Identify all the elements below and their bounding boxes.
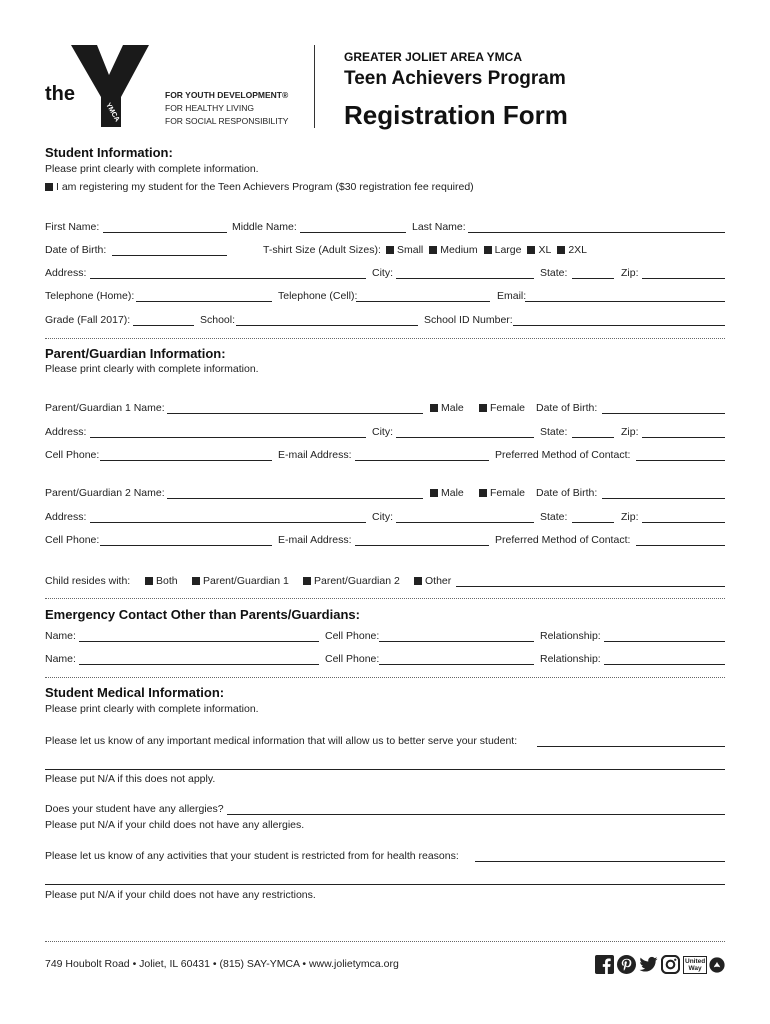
pg2-zip-label: Zip: (621, 511, 639, 523)
united-way-label: United Way (685, 957, 706, 972)
student-city-label: City: (372, 267, 393, 279)
social-icons (595, 955, 725, 974)
ec1-cell-field[interactable] (379, 631, 534, 642)
twitter-icon[interactable] (639, 955, 658, 974)
ec1-name-label: Name: (45, 630, 76, 642)
tel-cell-field[interactable] (356, 291, 490, 302)
ec2-name-label: Name: (45, 653, 76, 665)
pg1-email-label: E-mail Address: (278, 449, 352, 461)
size-label: Medium (440, 244, 478, 256)
united-way-icon[interactable] (683, 956, 725, 974)
grade-label: Grade (Fall 2017): (45, 314, 131, 326)
school-id-label: School ID Number: (424, 314, 513, 326)
section-divider (45, 338, 725, 339)
size-medium-checkbox[interactable] (429, 244, 477, 256)
pg1-female-checkbox[interactable] (479, 402, 525, 414)
student-zip-label: Zip: (621, 267, 639, 279)
size-small-checkbox[interactable] (386, 244, 423, 256)
middle-name-label: Middle Name: (232, 221, 297, 233)
allergies-field[interactable] (227, 804, 725, 815)
first-name-field[interactable] (103, 222, 227, 233)
medical-heading: Student Medical Information: (45, 685, 225, 700)
pg2-city-field[interactable] (396, 512, 534, 523)
medical-na-apply: Please put N/A if this does not apply. (45, 773, 216, 785)
logo-the-text: the (45, 83, 75, 105)
size-2xl-checkbox[interactable] (557, 244, 587, 256)
pg1-male-checkbox[interactable] (430, 402, 464, 414)
pg2-female-checkbox[interactable] (479, 487, 525, 499)
student-email-label: Email: (497, 290, 527, 302)
pg2-contact-field[interactable] (636, 535, 725, 546)
middle-name-field[interactable] (300, 222, 406, 233)
medical-important-field-2[interactable] (45, 759, 725, 770)
school-id-field[interactable] (513, 315, 725, 326)
tshirt-sizes (386, 244, 587, 256)
logo-ymca-text: YMCA (104, 101, 121, 124)
pg1-city-label: City: (372, 426, 393, 438)
pg1-zip-label: Zip: (621, 426, 639, 438)
footer-divider (45, 941, 725, 942)
tshirt-label: T-shirt Size (Adult Sizes): (263, 244, 381, 256)
pg1-address-field[interactable] (90, 427, 366, 438)
ec2-cell-label: Cell Phone: (325, 653, 380, 665)
pg2-zip-field[interactable] (642, 512, 725, 523)
pg2-address-field[interactable] (90, 512, 366, 523)
pg2-state-label: State: (540, 511, 568, 523)
male-label: Male (441, 487, 464, 499)
pg1-cell-label: Cell Phone: (45, 449, 100, 461)
emergency-heading: Emergency Contact Other than Parents/Guardians: (45, 607, 360, 622)
pg2-email-label: E-mail Address: (278, 534, 352, 546)
register-checkbox[interactable] (45, 181, 474, 193)
student-email-field[interactable] (525, 291, 725, 302)
student-address-field[interactable] (90, 268, 366, 279)
tel-home-field[interactable] (136, 291, 272, 302)
instagram-icon[interactable] (661, 955, 680, 974)
ec2-cell-field[interactable] (379, 654, 534, 665)
pg2-name-label: Parent/Guardian 2 Name: (45, 487, 165, 499)
facebook-icon[interactable] (595, 955, 614, 974)
size-label: Small (397, 244, 424, 256)
student-zip-field[interactable] (642, 268, 725, 279)
student-heading: Student Information: (45, 145, 173, 160)
student-address-label: Address: (45, 267, 87, 279)
medical-important-label: Please let us know of any important medical information that will allow us to better serve your student: (45, 735, 518, 747)
pg2-name-field[interactable] (167, 488, 423, 499)
pg1-city-field[interactable] (396, 427, 534, 438)
student-state-label: State: (540, 267, 568, 279)
pg2-dob-field[interactable] (602, 488, 725, 499)
ec1-cell-label: Cell Phone: (325, 630, 380, 642)
pg1-state-field[interactable] (572, 427, 614, 438)
pg1-contact-field[interactable] (636, 450, 725, 461)
checkbox-icon (430, 404, 438, 412)
student-state-field[interactable] (572, 268, 614, 279)
checkbox-icon (430, 489, 438, 497)
form-title: Registration Form (344, 100, 568, 130)
pg1-contact-label: Preferred Method of Contact: (495, 449, 631, 461)
tel-cell-label: Telephone (Cell): (278, 290, 358, 302)
checkbox-icon (484, 246, 492, 254)
resides-option-label: Both (156, 575, 178, 587)
student-instruction: Please print clearly with complete information. (45, 163, 259, 175)
resides-label: Child resides with: (45, 575, 131, 587)
pg1-name-label: Parent/Guardian 1 Name: (45, 402, 165, 414)
resides-both-checkbox[interactable] (145, 575, 178, 587)
pinterest-icon[interactable] (617, 955, 636, 974)
pg2-email-field[interactable] (355, 535, 489, 546)
pg1-name-field[interactable] (167, 403, 423, 414)
tagline-social: FOR SOCIAL RESPONSIBILITY (165, 116, 289, 126)
pg1-email-field[interactable] (355, 450, 489, 461)
program-title: Teen Achievers Program (344, 68, 566, 89)
pg1-dob-field[interactable] (602, 403, 725, 414)
resides-other-checkbox[interactable] (414, 575, 451, 587)
checkbox-icon (192, 577, 200, 585)
pg1-dob-label: Date of Birth: (536, 402, 598, 414)
female-label: Female (490, 402, 526, 414)
checkbox-icon (303, 577, 311, 585)
size-label: XL (538, 244, 552, 256)
ec1-name-field[interactable] (79, 631, 319, 642)
last-name-label: Last Name: (412, 221, 466, 233)
header-divider (314, 45, 315, 128)
school-field[interactable] (236, 315, 418, 326)
org-name: GREATER JOLIET AREA YMCA (344, 50, 523, 64)
resides-pg2-checkbox[interactable] (303, 575, 400, 587)
checkbox-icon (386, 246, 394, 254)
pg1-zip-field[interactable] (642, 427, 725, 438)
resides-pg1-checkbox[interactable] (192, 575, 289, 587)
resides-other-field[interactable] (456, 576, 725, 587)
checkbox-icon (145, 577, 153, 585)
checkbox-icon (557, 246, 565, 254)
student-city-field[interactable] (396, 268, 534, 279)
restricted-na: Please put N/A if your child does not have any restrictions. (45, 889, 316, 901)
pg1-cell-field[interactable] (100, 450, 272, 461)
section-divider (45, 598, 725, 599)
pg1-state-label: State: (540, 426, 568, 438)
school-label: School: (200, 314, 236, 326)
section-divider (45, 677, 725, 678)
checkbox-icon (414, 577, 422, 585)
pg2-cell-label: Cell Phone: (45, 534, 100, 546)
register-label: I am registering my student for the Teen Achievers Program ($30 registration fee required) (56, 181, 474, 193)
restricted-label: Please let us know of any activities that your student is restricted from for health reasons: (45, 850, 459, 862)
pg2-contact-label: Preferred Method of Contact: (495, 534, 631, 546)
female-label: Female (490, 487, 526, 499)
restricted-field-2[interactable] (45, 874, 725, 885)
student-dob-label: Date of Birth: (45, 244, 107, 256)
size-large-checkbox[interactable] (484, 244, 522, 256)
pg2-address-label: Address: (45, 511, 87, 523)
male-label: Male (441, 402, 464, 414)
first-name-label: First Name: (45, 221, 100, 233)
medical-important-field[interactable] (537, 736, 725, 747)
pg2-state-field[interactable] (572, 512, 614, 523)
pg2-city-label: City: (372, 511, 393, 523)
restricted-field[interactable] (475, 851, 725, 862)
checkbox-icon (479, 489, 487, 497)
resides-option-label: Parent/Guardian 1 (203, 575, 289, 587)
resides-option-label: Other (425, 575, 452, 587)
checkbox-icon (479, 404, 487, 412)
student-dob-field[interactable] (112, 245, 227, 256)
ec2-relationship-field[interactable] (604, 654, 725, 665)
checkbox-icon (45, 183, 53, 191)
size-label: Large (494, 244, 522, 256)
allergies-na: Please put N/A if your child does not have any allergies. (45, 819, 305, 831)
parent-heading: Parent/Guardian Information: (45, 346, 226, 361)
size-label: 2XL (568, 244, 588, 256)
resides-option-label: Parent/Guardian 2 (314, 575, 400, 587)
allergies-label: Does your student have any allergies? (45, 803, 224, 815)
ec1-relationship-label: Relationship: (540, 630, 601, 642)
tagline-healthy: FOR HEALTHY LIVING (165, 103, 254, 113)
tagline (165, 89, 288, 128)
ec1-relationship-field[interactable] (604, 631, 725, 642)
united-way-hand-icon (709, 957, 725, 973)
checkbox-icon (429, 246, 437, 254)
size-xl-checkbox[interactable] (527, 244, 551, 256)
pg1-address-label: Address: (45, 426, 87, 438)
last-name-field[interactable] (468, 222, 725, 233)
grade-field[interactable] (133, 315, 194, 326)
tagline-youth: FOR YOUTH DEVELOPMENT® (165, 90, 289, 100)
ymca-logo (45, 45, 155, 130)
footer-address: 749 Houbolt Road • Joliet, IL 60431 • (815) SAY-YMCA • www.jolietymca.org (45, 958, 399, 970)
medical-instruction: Please print clearly with complete information. (45, 703, 259, 715)
pg2-cell-field[interactable] (100, 535, 272, 546)
parent-instruction: Please print clearly with complete information. (45, 363, 259, 375)
pg2-dob-label: Date of Birth: (536, 487, 598, 499)
pg2-male-checkbox[interactable] (430, 487, 464, 499)
ec2-name-field[interactable] (79, 654, 319, 665)
tel-home-label: Telephone (Home): (45, 290, 135, 302)
ec2-relationship-label: Relationship: (540, 653, 601, 665)
checkbox-icon (527, 246, 535, 254)
